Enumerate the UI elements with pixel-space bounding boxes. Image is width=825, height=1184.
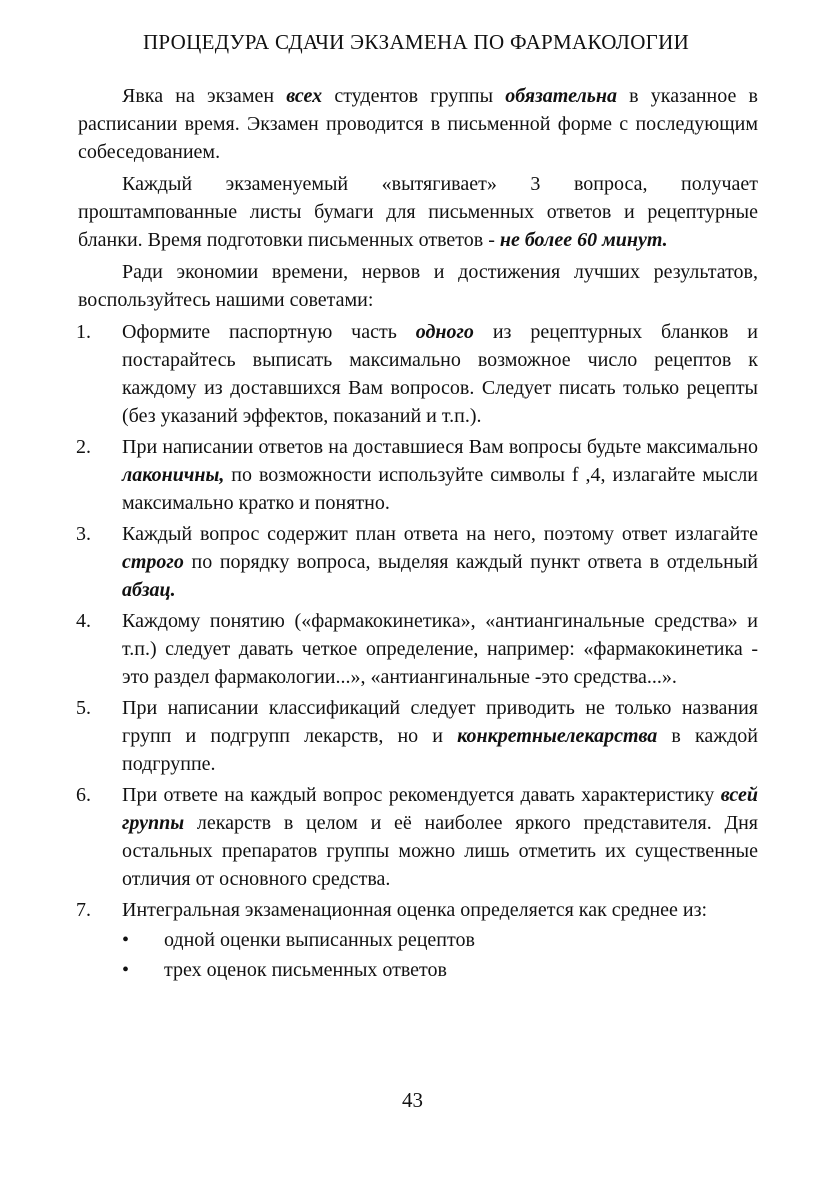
item-text: Интегральная экзаменационная оценка определяется как среднее из: bbox=[122, 899, 708, 921]
item-text: лекарств в целом и её наиболее яркого представителя. Дня остальных препаратов группы можно лишь отметить их существенные отличия от основного средства. bbox=[122, 812, 758, 890]
item-number: 1. bbox=[76, 321, 91, 343]
list-item bbox=[78, 694, 758, 778]
item-text: из рецептурных бланков и постарайтесь выписать максимально возможное число рецептов к каждому из доставшихся Вам вопросов. Следует писать только рецепты (без указаний эффектов, показаний и т.п.). bbox=[122, 321, 758, 427]
item-text: Каждый вопрос содержит план ответа на него, поэтому ответ излагайте bbox=[122, 523, 758, 545]
sub-item-text: трех оценок письменных ответов bbox=[164, 959, 447, 981]
item-number: 2. bbox=[76, 436, 91, 458]
paragraph-text: в указанное в расписании время. Экзамен проводится в письменной форме с последующим собеседованием. bbox=[78, 85, 758, 163]
list-item bbox=[78, 781, 758, 893]
sub-list-item bbox=[122, 956, 758, 984]
emphasis-text: конкретныелекарства bbox=[457, 725, 658, 747]
bullet-icon: • bbox=[122, 929, 130, 951]
paragraph-text: Каждый экзаменуемый «вытягивает» 3 вопроса, получает проштампованные листы бумаги для письменных ответов и рецептурные бланки. Время подготовки письменных ответов - bbox=[78, 173, 758, 251]
emphasis-text: обязательна bbox=[505, 85, 617, 107]
paragraph-advice-intro: Ради экономии времени, нервов и достижения лучших результатов, воспользуйтесь нашими советами: bbox=[78, 261, 758, 311]
paragraph-text: студентов группы bbox=[322, 85, 506, 107]
page-content bbox=[78, 28, 758, 987]
item-number: 4. bbox=[76, 610, 91, 632]
emphasis-text: абзац. bbox=[122, 579, 176, 601]
paragraph-text: Явка на экзамен bbox=[122, 85, 287, 107]
sub-item-text: одной оценки выписанных рецептов bbox=[164, 929, 475, 951]
item-text: Каждому понятию («фармакокинетика», «антиангинальные средства» и т.п.) следует давать четкое определение, например: «фармакокинетика - это раздел фармакологии...», «антиангинальные -это средства...». bbox=[122, 610, 758, 688]
emphasis-text: лаконичны, bbox=[122, 464, 225, 486]
sub-list bbox=[122, 926, 758, 984]
page-number: 43 bbox=[402, 1088, 423, 1112]
item-number: 5. bbox=[76, 697, 91, 719]
item-text: При написании классификаций следует приводить не только названия групп и подгрупп лекарств, но и bbox=[122, 697, 758, 747]
item-number: 3. bbox=[76, 523, 91, 545]
emphasis-text: не более 60 минут. bbox=[499, 229, 668, 251]
item-text: в каждой подгруппе. bbox=[122, 725, 759, 775]
paragraph-procedure bbox=[78, 170, 758, 254]
list-item bbox=[78, 318, 758, 430]
list-item bbox=[78, 520, 758, 604]
item-text: При написании ответов на доставшиеся Вам вопросы будьте максимально bbox=[122, 436, 758, 458]
sub-list-item bbox=[122, 926, 758, 954]
emphasis-text: строго bbox=[122, 551, 184, 573]
paragraph-attendance bbox=[78, 82, 758, 166]
list-item bbox=[78, 607, 758, 691]
item-number: 7. bbox=[76, 899, 91, 921]
list-item bbox=[78, 433, 758, 517]
page-title: ПРОЦЕДУРА СДАЧИ ЭКЗАМЕНА ПО ФАРМАКОЛОГИИ bbox=[142, 30, 690, 54]
item-text: по порядку вопроса, выделяя каждый пункт ответа в отдельный bbox=[183, 551, 758, 573]
item-text: При ответе на каждый вопрос рекомендуется давать характеристику bbox=[122, 784, 721, 806]
emphasis-text: всей группы bbox=[122, 784, 758, 834]
emphasis-text: всех bbox=[286, 85, 323, 107]
list-item bbox=[78, 896, 758, 984]
advice-list bbox=[78, 318, 758, 984]
item-number: 6. bbox=[76, 784, 91, 806]
emphasis-text: одного bbox=[415, 321, 474, 343]
bullet-icon: • bbox=[122, 959, 130, 981]
item-text: Оформите паспортную часть bbox=[122, 321, 416, 343]
item-text: по возможности используйте символы f ,4, излагайте мысли максимально кратко и понятно. bbox=[122, 464, 758, 514]
